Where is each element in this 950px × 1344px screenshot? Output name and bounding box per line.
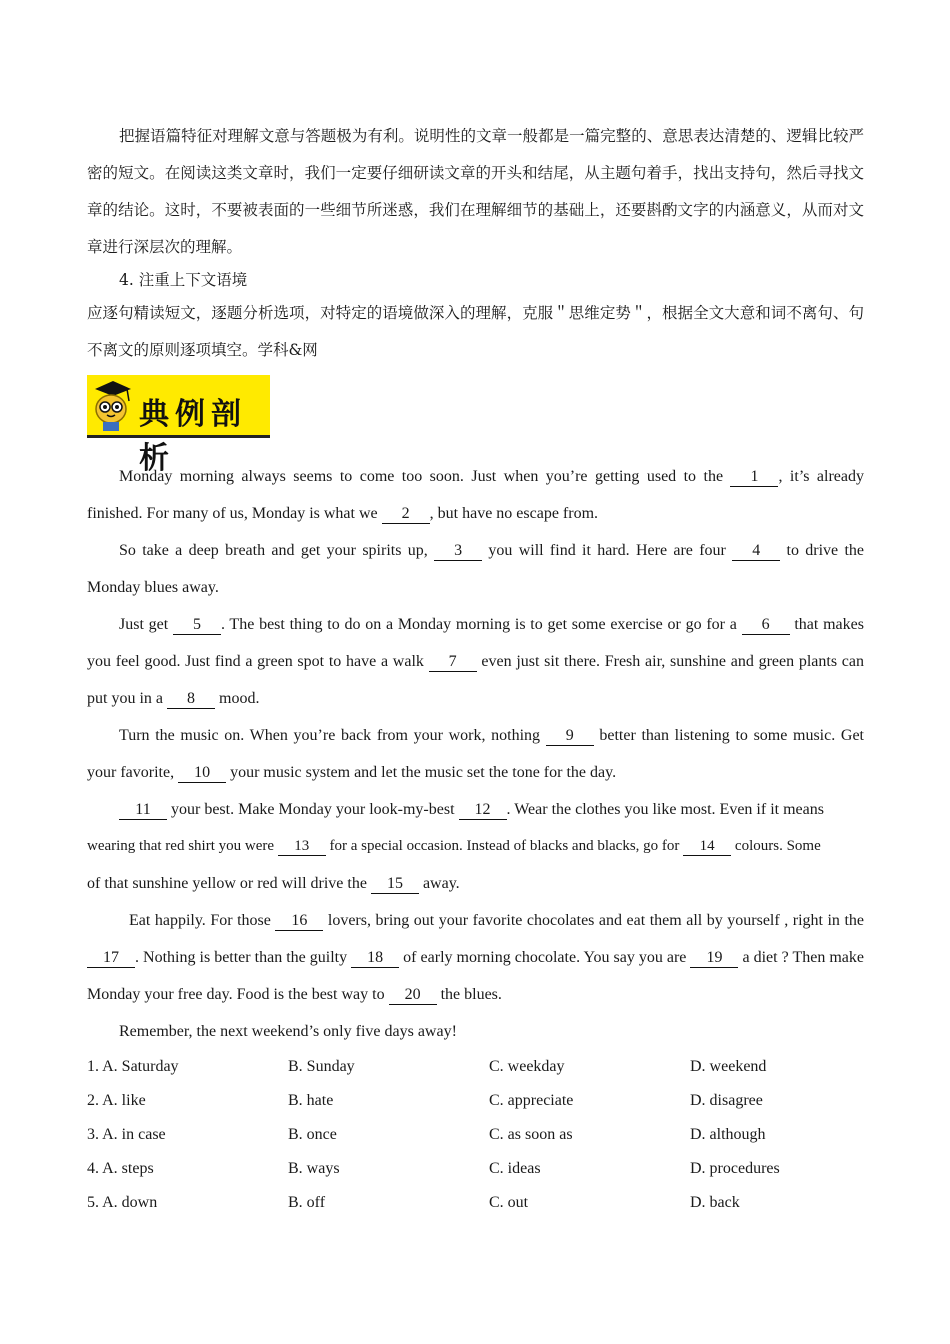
question-3-options bbox=[87, 1118, 864, 1152]
passage-text: Turn the music on. When you’re back from your work, nothing bbox=[119, 727, 546, 744]
passage-text: you will find it hard. Here are four bbox=[482, 542, 733, 559]
blank-13: 13 bbox=[278, 837, 326, 856]
blank-6: 6 bbox=[742, 616, 790, 635]
passage-text: . Nothing is better than the guilty bbox=[135, 949, 352, 966]
blank-5: 5 bbox=[173, 616, 221, 635]
option: 2. A. like bbox=[87, 1092, 146, 1109]
option: B. off bbox=[288, 1194, 326, 1211]
passage-paragraph-7: Remember, the next weekend’s only five days away! bbox=[119, 1023, 457, 1040]
passage-text: of that sunshine yellow or red will drive the bbox=[87, 875, 371, 892]
passage-text: Monday morning always seems to come too soon. Just when you’re getting used to the bbox=[119, 468, 731, 485]
option: D. back bbox=[690, 1194, 740, 1211]
passage-paragraph-5 bbox=[87, 791, 864, 828]
passage-text: for a special occasion. Instead of blacks and blacks, go for bbox=[325, 838, 684, 854]
blank-10: 10 bbox=[178, 764, 226, 783]
option: B. Sunday bbox=[288, 1058, 355, 1075]
option: 4. A. steps bbox=[87, 1160, 154, 1177]
option: D. procedures bbox=[690, 1160, 780, 1177]
passage-paragraph-5-line-2 bbox=[87, 828, 864, 865]
option: C. weekday bbox=[489, 1058, 565, 1075]
passage-text: away. bbox=[418, 875, 460, 892]
intro-paragraph-2: 应逐句精读短文，逐题分析选项，对特定的语境做深入的理解，克服＂思维定势＂，根据全文大意和词不离句、句不离文的原则逐项填空。学科&网 bbox=[87, 304, 864, 359]
option: C. as soon as bbox=[489, 1126, 573, 1143]
passage-text: wearing that red shirt you were bbox=[87, 838, 278, 854]
option: B. hate bbox=[288, 1092, 334, 1109]
blank-4: 4 bbox=[732, 542, 780, 561]
passage-paragraph-6 bbox=[87, 902, 864, 1013]
passage-text: mood. bbox=[215, 690, 260, 707]
blank-2: 2 bbox=[382, 505, 430, 524]
passage-text: . The best thing to do on a Monday morning is to get some exercise or go for a bbox=[220, 616, 742, 633]
option: C. appreciate bbox=[489, 1092, 574, 1109]
option: C. ideas bbox=[489, 1160, 541, 1177]
option: D. weekend bbox=[690, 1058, 767, 1075]
passage-text: your music system and let the music set the tone for the day. bbox=[226, 764, 617, 781]
option: 3. A. in case bbox=[87, 1126, 166, 1143]
section-heading-4: 4. 注重上下文语境 bbox=[119, 271, 248, 289]
passage-text: better than listening to some music. Get your favorite, bbox=[87, 727, 864, 781]
blank-9: 9 bbox=[546, 727, 594, 746]
passage-text: colours. Some bbox=[731, 838, 821, 854]
passage-text: Just get bbox=[119, 616, 173, 633]
passage-paragraph-3 bbox=[87, 606, 864, 717]
passage-paragraph-5-line-3 bbox=[87, 865, 864, 902]
blank-1: 1 bbox=[730, 468, 778, 487]
blank-11: 11 bbox=[119, 801, 167, 820]
blank-3: 3 bbox=[434, 542, 482, 561]
example-banner-title: 典例剖析 bbox=[139, 397, 247, 476]
passage-text: even just sit there. Fresh air, sunshine and green plants can put you in a bbox=[87, 653, 864, 707]
blank-8: 8 bbox=[167, 690, 215, 709]
example-banner bbox=[87, 375, 270, 476]
blank-19: 19 bbox=[690, 949, 738, 968]
owl-doctor-icon bbox=[89, 379, 135, 433]
passage-text: . Wear the clothes you like most. Even if it means bbox=[506, 801, 824, 818]
answer-options bbox=[87, 1050, 864, 1220]
question-4-options bbox=[87, 1152, 864, 1186]
question-1-options bbox=[87, 1050, 864, 1084]
intro-paragraph-1: 把握语篇特征对理解文意与答题极为有利。说明性的文章一般都是一篇完整的、意思表达清楚的、逻辑比较严密的短文。在阅读这类文章时，我们一定要仔细研读文章的开头和结尾，从主题句着手，找出支持句，然后寻找文章的结论。这时，不要被表面的一些细节所迷惑，我们在理解细节的基础上，还要斟酌文字的内涵意义，从而对文章进行深层次的理解。 bbox=[87, 127, 864, 256]
blank-12: 12 bbox=[459, 801, 507, 820]
blank-7: 7 bbox=[429, 653, 477, 672]
passage-text: , but have no escape from. bbox=[429, 505, 599, 522]
passage-text: to drive the Monday blues away. bbox=[87, 542, 865, 596]
option: C. out bbox=[489, 1194, 529, 1211]
blank-16: 16 bbox=[275, 912, 323, 931]
option: D. although bbox=[690, 1126, 766, 1143]
option: 1. A. Saturday bbox=[87, 1058, 179, 1075]
passage-text: a diet ? Then make Monday your free day. Food is the best way to bbox=[87, 949, 864, 1003]
blank-17: 17 bbox=[87, 949, 135, 968]
option: B. once bbox=[288, 1126, 337, 1143]
blank-18: 18 bbox=[351, 949, 399, 968]
passage-text: of early morning chocolate. You say you are bbox=[399, 949, 691, 966]
passage-text: the blues. bbox=[436, 986, 502, 1003]
passage-text: lovers, bring out your favorite chocolates and eat them all by yourself , right in the bbox=[323, 912, 864, 929]
passage-text: , it’s already finished. For many of us, Monday is what we bbox=[87, 468, 864, 522]
question-2-options bbox=[87, 1084, 864, 1118]
option: 5. A. down bbox=[87, 1194, 158, 1211]
blank-15: 15 bbox=[371, 875, 419, 894]
question-5-options bbox=[87, 1186, 864, 1220]
passage-paragraph-4 bbox=[87, 717, 864, 791]
passage-text: your best. Make Monday your look-my-best bbox=[167, 801, 459, 818]
passage-text: that makes you feel good. Just find a green spot to have a walk bbox=[87, 616, 864, 670]
blank-14: 14 bbox=[683, 837, 731, 856]
passage-text: Eat happily. For those bbox=[129, 912, 276, 929]
option: B. ways bbox=[288, 1160, 340, 1177]
content bbox=[87, 118, 864, 1220]
passage-text: So take a deep breath and get your spirits up, bbox=[119, 542, 435, 559]
passage-paragraph-2 bbox=[87, 532, 864, 606]
blank-20: 20 bbox=[389, 986, 437, 1005]
option: D. disagree bbox=[690, 1092, 763, 1109]
